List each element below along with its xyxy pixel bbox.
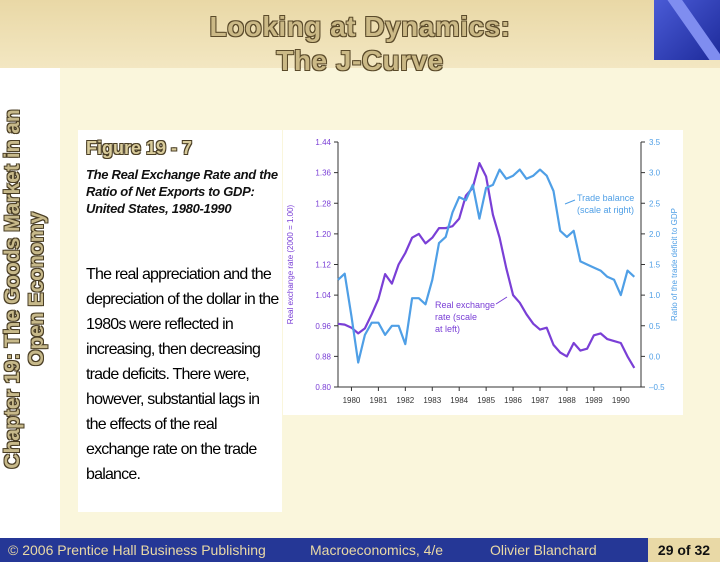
footer — [0, 538, 720, 562]
exchange-rate-label-leader — [496, 297, 507, 304]
chapter-title-line1: Chapter 19: The Goods Market in an — [1, 109, 24, 469]
y-left-axis-label: Real exchange rate (2000 = 1.00) — [286, 204, 295, 325]
exchange-rate-label: at left) — [435, 324, 461, 334]
y-right-tick-label: 0.5 — [649, 321, 661, 331]
x-tick-label: 1990 — [611, 396, 630, 405]
body-text: The real appreciation and the depreciation of the dollar in the 1980s were reflected in increasing, then decreasing trade deficits. There were, however, substantial lags in the effects of the real exchange rate on the trade balance. — [86, 266, 279, 483]
y-left-tick-label: 1.20 — [315, 229, 331, 239]
figure-caption: The Real Exchange Rate and the Ratio of Net Exports to GDP: United States, 1980-1990 — [86, 167, 278, 216]
y-left-tick-label: 0.80 — [315, 383, 331, 392]
x-tick-label: 1988 — [558, 396, 576, 405]
y-right-tick-label: 1.5 — [649, 260, 661, 270]
y-left-tick-label: 1.36 — [315, 168, 331, 178]
slide-title-line1: Looking at Dynamics: — [209, 11, 511, 42]
y-right-tick-label: 3.5 — [649, 138, 661, 147]
text-panel — [78, 130, 282, 512]
slide-title — [120, 10, 600, 78]
x-tick-label: 1982 — [396, 396, 415, 405]
x-tick-label: 1985 — [477, 396, 496, 405]
trade-balance-label: (scale at right) — [577, 205, 635, 215]
exchange-rate-label: rate (scale — [435, 312, 478, 322]
x-tick-label: 1981 — [369, 396, 388, 405]
trade-balance-label-leader — [565, 200, 575, 204]
y-left-tick-label: 0.96 — [315, 321, 331, 331]
slide-title-line2: The J-Curve — [276, 45, 444, 76]
j-curve-chart — [283, 130, 683, 415]
x-tick-label: 1987 — [531, 396, 549, 405]
exchange-rate-label: Real exchange — [435, 300, 496, 310]
figure-label: Figure 19 - 7 — [86, 138, 193, 158]
chapter-title-line2: Open Economy — [25, 211, 48, 367]
y-left-tick-label: 1.04 — [315, 291, 331, 301]
x-tick-label: 1989 — [584, 396, 603, 405]
x-tick-label: 1980 — [342, 396, 361, 405]
footer-book: Macroeconomics, 4/e — [310, 542, 444, 558]
y-right-axis-label: Ratio of the trade deficit to GDP — [670, 208, 679, 321]
chapter-side-title — [1, 59, 49, 519]
footer-author: Olivier Blanchard — [490, 542, 597, 558]
y-right-tick-label: 2.5 — [649, 199, 661, 209]
x-tick-label: 1984 — [450, 396, 469, 405]
y-right-tick-label: –0.5 — [649, 383, 665, 392]
chart-container — [283, 130, 683, 415]
y-left-tick-label: 1.44 — [315, 138, 331, 147]
y-right-tick-label: 0.0 — [649, 352, 661, 362]
x-tick-label: 1983 — [423, 396, 442, 405]
page-number: 29 of 32 — [648, 538, 720, 562]
y-right-tick-label: 2.0 — [649, 229, 661, 239]
trade-balance-label: Trade balance — [577, 193, 635, 203]
y-left-tick-label: 1.28 — [315, 199, 331, 209]
footer-copyright: © 2006 Prentice Hall Business Publishing — [8, 542, 266, 558]
y-left-tick-label: 0.88 — [315, 352, 331, 362]
publisher-logo — [654, 0, 720, 60]
y-right-tick-label: 1.0 — [649, 291, 661, 301]
y-left-tick-label: 1.12 — [315, 260, 331, 270]
y-right-tick-label: 3.0 — [649, 168, 661, 178]
x-tick-label: 1986 — [504, 396, 522, 405]
